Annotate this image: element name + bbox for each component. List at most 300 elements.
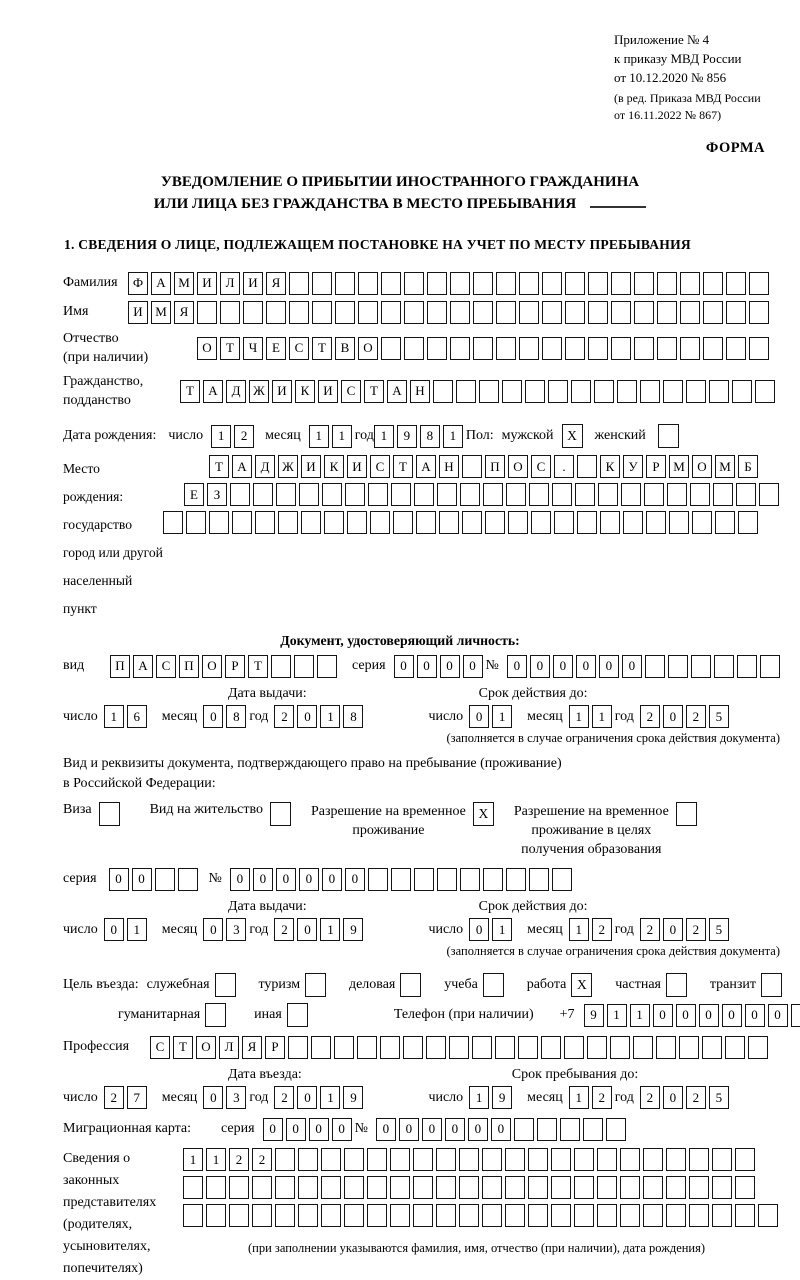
char-cell[interactable]: 2 <box>592 1086 612 1109</box>
char-cell[interactable]: 5 <box>709 918 729 941</box>
char-cell[interactable]: 3 <box>226 1086 246 1109</box>
char-cell[interactable]: 2 <box>640 705 660 728</box>
char-cell[interactable] <box>686 380 706 403</box>
char-cell[interactable] <box>529 868 549 891</box>
char-cell[interactable]: М <box>174 272 194 295</box>
char-cell[interactable]: С <box>156 655 176 678</box>
char-cell[interactable] <box>760 655 780 678</box>
char-cell[interactable] <box>623 511 643 534</box>
char-cell[interactable] <box>358 301 378 324</box>
char-cell[interactable] <box>702 1036 722 1059</box>
char-cell[interactable] <box>367 1204 387 1227</box>
char-cell[interactable]: Я <box>266 272 286 295</box>
char-cell[interactable]: 1 <box>320 705 340 728</box>
char-cell[interactable] <box>243 301 263 324</box>
char-cell[interactable] <box>368 483 388 506</box>
char-cell[interactable] <box>230 483 250 506</box>
char-cell[interactable] <box>473 272 493 295</box>
char-cell[interactable]: 0 <box>468 1118 488 1141</box>
char-cell[interactable] <box>426 1036 446 1059</box>
char-cell[interactable]: 0 <box>445 1118 465 1141</box>
char-cell[interactable] <box>404 337 424 360</box>
char-cell[interactable] <box>542 301 562 324</box>
char-cell[interactable]: И <box>347 455 367 478</box>
char-cell[interactable] <box>232 511 252 534</box>
checkbox[interactable]: X <box>571 973 592 997</box>
char-cell[interactable]: Т <box>209 455 229 478</box>
char-cell[interactable]: 9 <box>343 1086 363 1109</box>
char-cell[interactable] <box>495 1036 515 1059</box>
char-cell[interactable] <box>703 337 723 360</box>
char-cell[interactable]: Т <box>393 455 413 478</box>
char-cell[interactable] <box>735 1176 755 1199</box>
char-cell[interactable] <box>691 655 711 678</box>
char-cell[interactable] <box>357 1036 377 1059</box>
char-cell[interactable]: 2 <box>274 1086 294 1109</box>
char-cell[interactable] <box>255 511 275 534</box>
char-cell[interactable] <box>450 272 470 295</box>
char-cell[interactable]: 7 <box>127 1086 147 1109</box>
female-checkbox[interactable] <box>658 424 679 448</box>
char-cell[interactable] <box>460 868 480 891</box>
checkbox[interactable] <box>305 973 326 997</box>
char-cell[interactable] <box>288 1036 308 1059</box>
char-cell[interactable]: О <box>692 455 712 478</box>
checkbox[interactable] <box>287 1003 308 1027</box>
char-cell[interactable]: У <box>623 455 643 478</box>
char-cell[interactable] <box>155 868 175 891</box>
char-cell[interactable] <box>663 380 683 403</box>
char-cell[interactable] <box>404 301 424 324</box>
char-cell[interactable] <box>380 1036 400 1059</box>
char-cell[interactable] <box>344 1176 364 1199</box>
char-cell[interactable] <box>294 655 314 678</box>
char-cell[interactable] <box>381 301 401 324</box>
char-cell[interactable]: 0 <box>768 1004 788 1027</box>
char-cell[interactable] <box>597 1204 617 1227</box>
char-cell[interactable]: Н <box>439 455 459 478</box>
char-cell[interactable]: 0 <box>309 1118 329 1141</box>
char-cell[interactable]: М <box>669 455 689 478</box>
char-cell[interactable] <box>427 272 447 295</box>
char-cell[interactable] <box>367 1148 387 1171</box>
char-cell[interactable] <box>367 1176 387 1199</box>
char-cell[interactable] <box>413 1176 433 1199</box>
char-cell[interactable]: 3 <box>226 918 246 941</box>
char-cell[interactable] <box>755 380 775 403</box>
char-cell[interactable] <box>594 380 614 403</box>
char-cell[interactable] <box>709 380 729 403</box>
char-cell[interactable] <box>301 511 321 534</box>
char-cell[interactable] <box>496 337 516 360</box>
char-cell[interactable] <box>252 1176 272 1199</box>
char-cell[interactable] <box>529 483 549 506</box>
char-cell[interactable]: Н <box>410 380 430 403</box>
char-cell[interactable] <box>462 511 482 534</box>
char-cell[interactable]: Т <box>364 380 384 403</box>
char-cell[interactable] <box>298 1148 318 1171</box>
char-cell[interactable] <box>528 1176 548 1199</box>
char-cell[interactable]: 0 <box>491 1118 511 1141</box>
char-cell[interactable] <box>312 301 332 324</box>
char-cell[interactable]: 9 <box>584 1004 604 1027</box>
char-cell[interactable]: А <box>416 455 436 478</box>
char-cell[interactable]: И <box>128 301 148 324</box>
char-cell[interactable] <box>657 301 677 324</box>
char-cell[interactable]: 0 <box>230 868 250 891</box>
char-cell[interactable] <box>450 337 470 360</box>
char-cell[interactable] <box>703 272 723 295</box>
char-cell[interactable] <box>725 1036 745 1059</box>
char-cell[interactable] <box>588 272 608 295</box>
char-cell[interactable]: 1 <box>569 705 589 728</box>
char-cell[interactable]: 6 <box>127 705 147 728</box>
char-cell[interactable] <box>565 272 585 295</box>
char-cell[interactable] <box>206 1176 226 1199</box>
char-cell[interactable]: Т <box>248 655 268 678</box>
char-cell[interactable]: 0 <box>203 705 223 728</box>
char-cell[interactable]: 0 <box>745 1004 765 1027</box>
char-cell[interactable]: 0 <box>286 1118 306 1141</box>
char-cell[interactable]: 0 <box>109 868 129 891</box>
char-cell[interactable]: 1 <box>492 918 512 941</box>
char-cell[interactable] <box>183 1204 203 1227</box>
char-cell[interactable]: К <box>600 455 620 478</box>
char-cell[interactable] <box>427 337 447 360</box>
char-cell[interactable] <box>390 1148 410 1171</box>
char-cell[interactable]: 2 <box>592 918 612 941</box>
char-cell[interactable] <box>554 511 574 534</box>
char-cell[interactable]: А <box>133 655 153 678</box>
char-cell[interactable] <box>473 337 493 360</box>
char-cell[interactable]: 0 <box>422 1118 442 1141</box>
char-cell[interactable]: М <box>715 455 735 478</box>
char-cell[interactable] <box>456 380 476 403</box>
char-cell[interactable] <box>368 868 388 891</box>
char-cell[interactable] <box>560 1118 580 1141</box>
char-cell[interactable] <box>439 511 459 534</box>
char-cell[interactable]: 0 <box>297 918 317 941</box>
char-cell[interactable] <box>611 272 631 295</box>
char-cell[interactable] <box>611 301 631 324</box>
char-cell[interactable]: 9 <box>492 1086 512 1109</box>
char-cell[interactable]: Я <box>242 1036 262 1059</box>
char-cell[interactable] <box>460 483 480 506</box>
char-cell[interactable] <box>548 380 568 403</box>
char-cell[interactable]: А <box>151 272 171 295</box>
char-cell[interactable] <box>643 1204 663 1227</box>
char-cell[interactable]: 9 <box>343 918 363 941</box>
char-cell[interactable] <box>748 1036 768 1059</box>
char-cell[interactable]: С <box>531 455 551 478</box>
char-cell[interactable] <box>335 272 355 295</box>
char-cell[interactable]: 0 <box>376 1118 396 1141</box>
char-cell[interactable] <box>518 1036 538 1059</box>
char-cell[interactable] <box>597 1176 617 1199</box>
char-cell[interactable] <box>621 483 641 506</box>
char-cell[interactable] <box>266 301 286 324</box>
char-cell[interactable]: 1 <box>443 425 463 448</box>
char-cell[interactable] <box>485 511 505 534</box>
char-cell[interactable]: О <box>196 1036 216 1059</box>
char-cell[interactable] <box>483 868 503 891</box>
char-cell[interactable] <box>404 272 424 295</box>
char-cell[interactable] <box>321 1204 341 1227</box>
char-cell[interactable] <box>393 511 413 534</box>
char-cell[interactable]: К <box>324 455 344 478</box>
char-cell[interactable]: 8 <box>343 705 363 728</box>
char-cell[interactable] <box>600 511 620 534</box>
char-cell[interactable] <box>403 1036 423 1059</box>
char-cell[interactable]: 2 <box>274 918 294 941</box>
char-cell[interactable] <box>738 511 758 534</box>
char-cell[interactable]: Р <box>225 655 245 678</box>
char-cell[interactable] <box>689 1176 709 1199</box>
char-cell[interactable]: 0 <box>663 1086 683 1109</box>
char-cell[interactable]: 0 <box>104 918 124 941</box>
char-cell[interactable]: 1 <box>206 1148 226 1171</box>
char-cell[interactable] <box>271 655 291 678</box>
char-cell[interactable] <box>791 1004 800 1027</box>
char-cell[interactable]: 0 <box>297 1086 317 1109</box>
char-cell[interactable] <box>437 483 457 506</box>
checkbox[interactable] <box>400 973 421 997</box>
char-cell[interactable] <box>726 301 746 324</box>
char-cell[interactable]: Л <box>220 272 240 295</box>
char-cell[interactable] <box>564 1036 584 1059</box>
char-cell[interactable]: 1 <box>320 1086 340 1109</box>
char-cell[interactable] <box>344 1148 364 1171</box>
char-cell[interactable] <box>299 483 319 506</box>
checkbox[interactable] <box>666 973 687 997</box>
char-cell[interactable] <box>220 301 240 324</box>
char-cell[interactable]: 0 <box>530 655 550 678</box>
char-cell[interactable] <box>712 1148 732 1171</box>
char-cell[interactable]: 0 <box>676 1004 696 1027</box>
char-cell[interactable] <box>312 272 332 295</box>
char-cell[interactable] <box>505 1176 525 1199</box>
char-cell[interactable]: Ж <box>249 380 269 403</box>
char-cell[interactable]: 1 <box>469 1086 489 1109</box>
char-cell[interactable] <box>732 380 752 403</box>
char-cell[interactable] <box>324 511 344 534</box>
char-cell[interactable] <box>541 1036 561 1059</box>
char-cell[interactable] <box>505 1148 525 1171</box>
char-cell[interactable] <box>644 483 664 506</box>
char-cell[interactable]: 0 <box>203 918 223 941</box>
char-cell[interactable] <box>735 1204 755 1227</box>
char-cell[interactable] <box>737 655 757 678</box>
char-cell[interactable]: 1 <box>332 425 352 448</box>
char-cell[interactable] <box>598 483 618 506</box>
char-cell[interactable] <box>679 1036 699 1059</box>
char-cell[interactable] <box>413 1204 433 1227</box>
char-cell[interactable] <box>514 1118 534 1141</box>
char-cell[interactable]: В <box>335 337 355 360</box>
char-cell[interactable] <box>275 1148 295 1171</box>
char-cell[interactable]: 0 <box>332 1118 352 1141</box>
char-cell[interactable]: Е <box>184 483 204 506</box>
char-cell[interactable]: 2 <box>234 425 254 448</box>
char-cell[interactable] <box>645 655 665 678</box>
char-cell[interactable] <box>473 301 493 324</box>
char-cell[interactable]: 0 <box>345 868 365 891</box>
char-cell[interactable] <box>381 337 401 360</box>
char-cell[interactable]: Ч <box>243 337 263 360</box>
char-cell[interactable]: Ж <box>278 455 298 478</box>
char-cell[interactable]: О <box>358 337 378 360</box>
checkbox[interactable] <box>215 973 236 997</box>
char-cell[interactable] <box>574 1204 594 1227</box>
char-cell[interactable] <box>542 337 562 360</box>
char-cell[interactable] <box>391 483 411 506</box>
char-cell[interactable] <box>289 272 309 295</box>
char-cell[interactable]: 8 <box>420 425 440 448</box>
char-cell[interactable]: К <box>295 380 315 403</box>
char-cell[interactable] <box>436 1176 456 1199</box>
char-cell[interactable]: 0 <box>469 705 489 728</box>
char-cell[interactable]: 0 <box>417 655 437 678</box>
male-checkbox[interactable]: X <box>562 424 583 448</box>
char-cell[interactable] <box>502 380 522 403</box>
char-cell[interactable]: 0 <box>469 918 489 941</box>
char-cell[interactable]: 0 <box>553 655 573 678</box>
char-cell[interactable]: И <box>197 272 217 295</box>
char-cell[interactable]: И <box>301 455 321 478</box>
char-cell[interactable] <box>416 511 436 534</box>
char-cell[interactable] <box>758 1204 778 1227</box>
char-cell[interactable]: 2 <box>640 1086 660 1109</box>
char-cell[interactable] <box>542 272 562 295</box>
char-cell[interactable]: М <box>151 301 171 324</box>
char-cell[interactable] <box>680 272 700 295</box>
char-cell[interactable] <box>278 511 298 534</box>
char-cell[interactable] <box>252 1204 272 1227</box>
char-cell[interactable] <box>528 1148 548 1171</box>
char-cell[interactable]: Я <box>174 301 194 324</box>
char-cell[interactable]: 5 <box>709 705 729 728</box>
char-cell[interactable]: 2 <box>252 1148 272 1171</box>
char-cell[interactable] <box>298 1204 318 1227</box>
char-cell[interactable] <box>479 380 499 403</box>
char-cell[interactable] <box>552 868 572 891</box>
char-cell[interactable] <box>680 301 700 324</box>
char-cell[interactable] <box>669 511 689 534</box>
char-cell[interactable] <box>713 483 733 506</box>
char-cell[interactable] <box>322 483 342 506</box>
char-cell[interactable] <box>714 655 734 678</box>
char-cell[interactable]: 0 <box>599 655 619 678</box>
char-cell[interactable]: 0 <box>663 705 683 728</box>
char-cell[interactable] <box>528 1204 548 1227</box>
char-cell[interactable] <box>551 1204 571 1227</box>
char-cell[interactable]: Б <box>738 455 758 478</box>
char-cell[interactable] <box>551 1176 571 1199</box>
char-cell[interactable] <box>506 868 526 891</box>
char-cell[interactable] <box>634 272 654 295</box>
char-cell[interactable] <box>437 868 457 891</box>
char-cell[interactable] <box>640 380 660 403</box>
char-cell[interactable] <box>588 337 608 360</box>
char-cell[interactable]: 0 <box>276 868 296 891</box>
char-cell[interactable] <box>450 301 470 324</box>
char-cell[interactable]: 0 <box>507 655 527 678</box>
char-cell[interactable]: 9 <box>397 425 417 448</box>
char-cell[interactable]: 1 <box>607 1004 627 1027</box>
char-cell[interactable] <box>715 511 735 534</box>
char-cell[interactable]: А <box>387 380 407 403</box>
char-cell[interactable] <box>506 483 526 506</box>
char-cell[interactable] <box>643 1148 663 1171</box>
char-cell[interactable] <box>414 868 434 891</box>
char-cell[interactable] <box>253 483 273 506</box>
char-cell[interactable] <box>206 1204 226 1227</box>
char-cell[interactable] <box>482 1204 502 1227</box>
char-cell[interactable]: Т <box>312 337 332 360</box>
char-cell[interactable] <box>472 1036 492 1059</box>
char-cell[interactable]: 1 <box>309 425 329 448</box>
char-cell[interactable]: 2 <box>686 1086 706 1109</box>
char-cell[interactable] <box>229 1204 249 1227</box>
char-cell[interactable]: 1 <box>569 1086 589 1109</box>
char-cell[interactable]: 0 <box>463 655 483 678</box>
temp-residence-edu-checkbox[interactable] <box>676 802 697 826</box>
char-cell[interactable]: 0 <box>576 655 596 678</box>
char-cell[interactable]: 0 <box>263 1118 283 1141</box>
checkbox[interactable] <box>483 973 504 997</box>
char-cell[interactable]: П <box>110 655 130 678</box>
char-cell[interactable]: 0 <box>299 868 319 891</box>
char-cell[interactable] <box>276 483 296 506</box>
char-cell[interactable]: 1 <box>320 918 340 941</box>
char-cell[interactable]: . <box>554 455 574 478</box>
char-cell[interactable]: П <box>179 655 199 678</box>
char-cell[interactable]: 1 <box>569 918 589 941</box>
char-cell[interactable] <box>449 1036 469 1059</box>
char-cell[interactable] <box>565 301 585 324</box>
char-cell[interactable]: 1 <box>211 425 231 448</box>
char-cell[interactable]: З <box>207 483 227 506</box>
char-cell[interactable]: 1 <box>104 705 124 728</box>
char-cell[interactable] <box>496 301 516 324</box>
char-cell[interactable] <box>736 483 756 506</box>
char-cell[interactable] <box>508 511 528 534</box>
char-cell[interactable] <box>427 301 447 324</box>
char-cell[interactable]: И <box>318 380 338 403</box>
char-cell[interactable] <box>666 1148 686 1171</box>
char-cell[interactable] <box>183 1176 203 1199</box>
char-cell[interactable]: 0 <box>722 1004 742 1027</box>
char-cell[interactable] <box>657 272 677 295</box>
char-cell[interactable] <box>656 1036 676 1059</box>
char-cell[interactable] <box>749 337 769 360</box>
char-cell[interactable] <box>482 1176 502 1199</box>
char-cell[interactable]: Р <box>265 1036 285 1059</box>
char-cell[interactable]: 2 <box>274 705 294 728</box>
char-cell[interactable] <box>358 272 378 295</box>
char-cell[interactable]: 0 <box>653 1004 673 1027</box>
char-cell[interactable] <box>390 1176 410 1199</box>
char-cell[interactable] <box>565 337 585 360</box>
char-cell[interactable]: 2 <box>229 1148 249 1171</box>
char-cell[interactable] <box>606 1118 626 1141</box>
char-cell[interactable]: 5 <box>709 1086 729 1109</box>
char-cell[interactable]: 1 <box>183 1148 203 1171</box>
char-cell[interactable] <box>391 868 411 891</box>
char-cell[interactable] <box>552 483 572 506</box>
char-cell[interactable]: С <box>341 380 361 403</box>
char-cell[interactable]: 0 <box>699 1004 719 1027</box>
